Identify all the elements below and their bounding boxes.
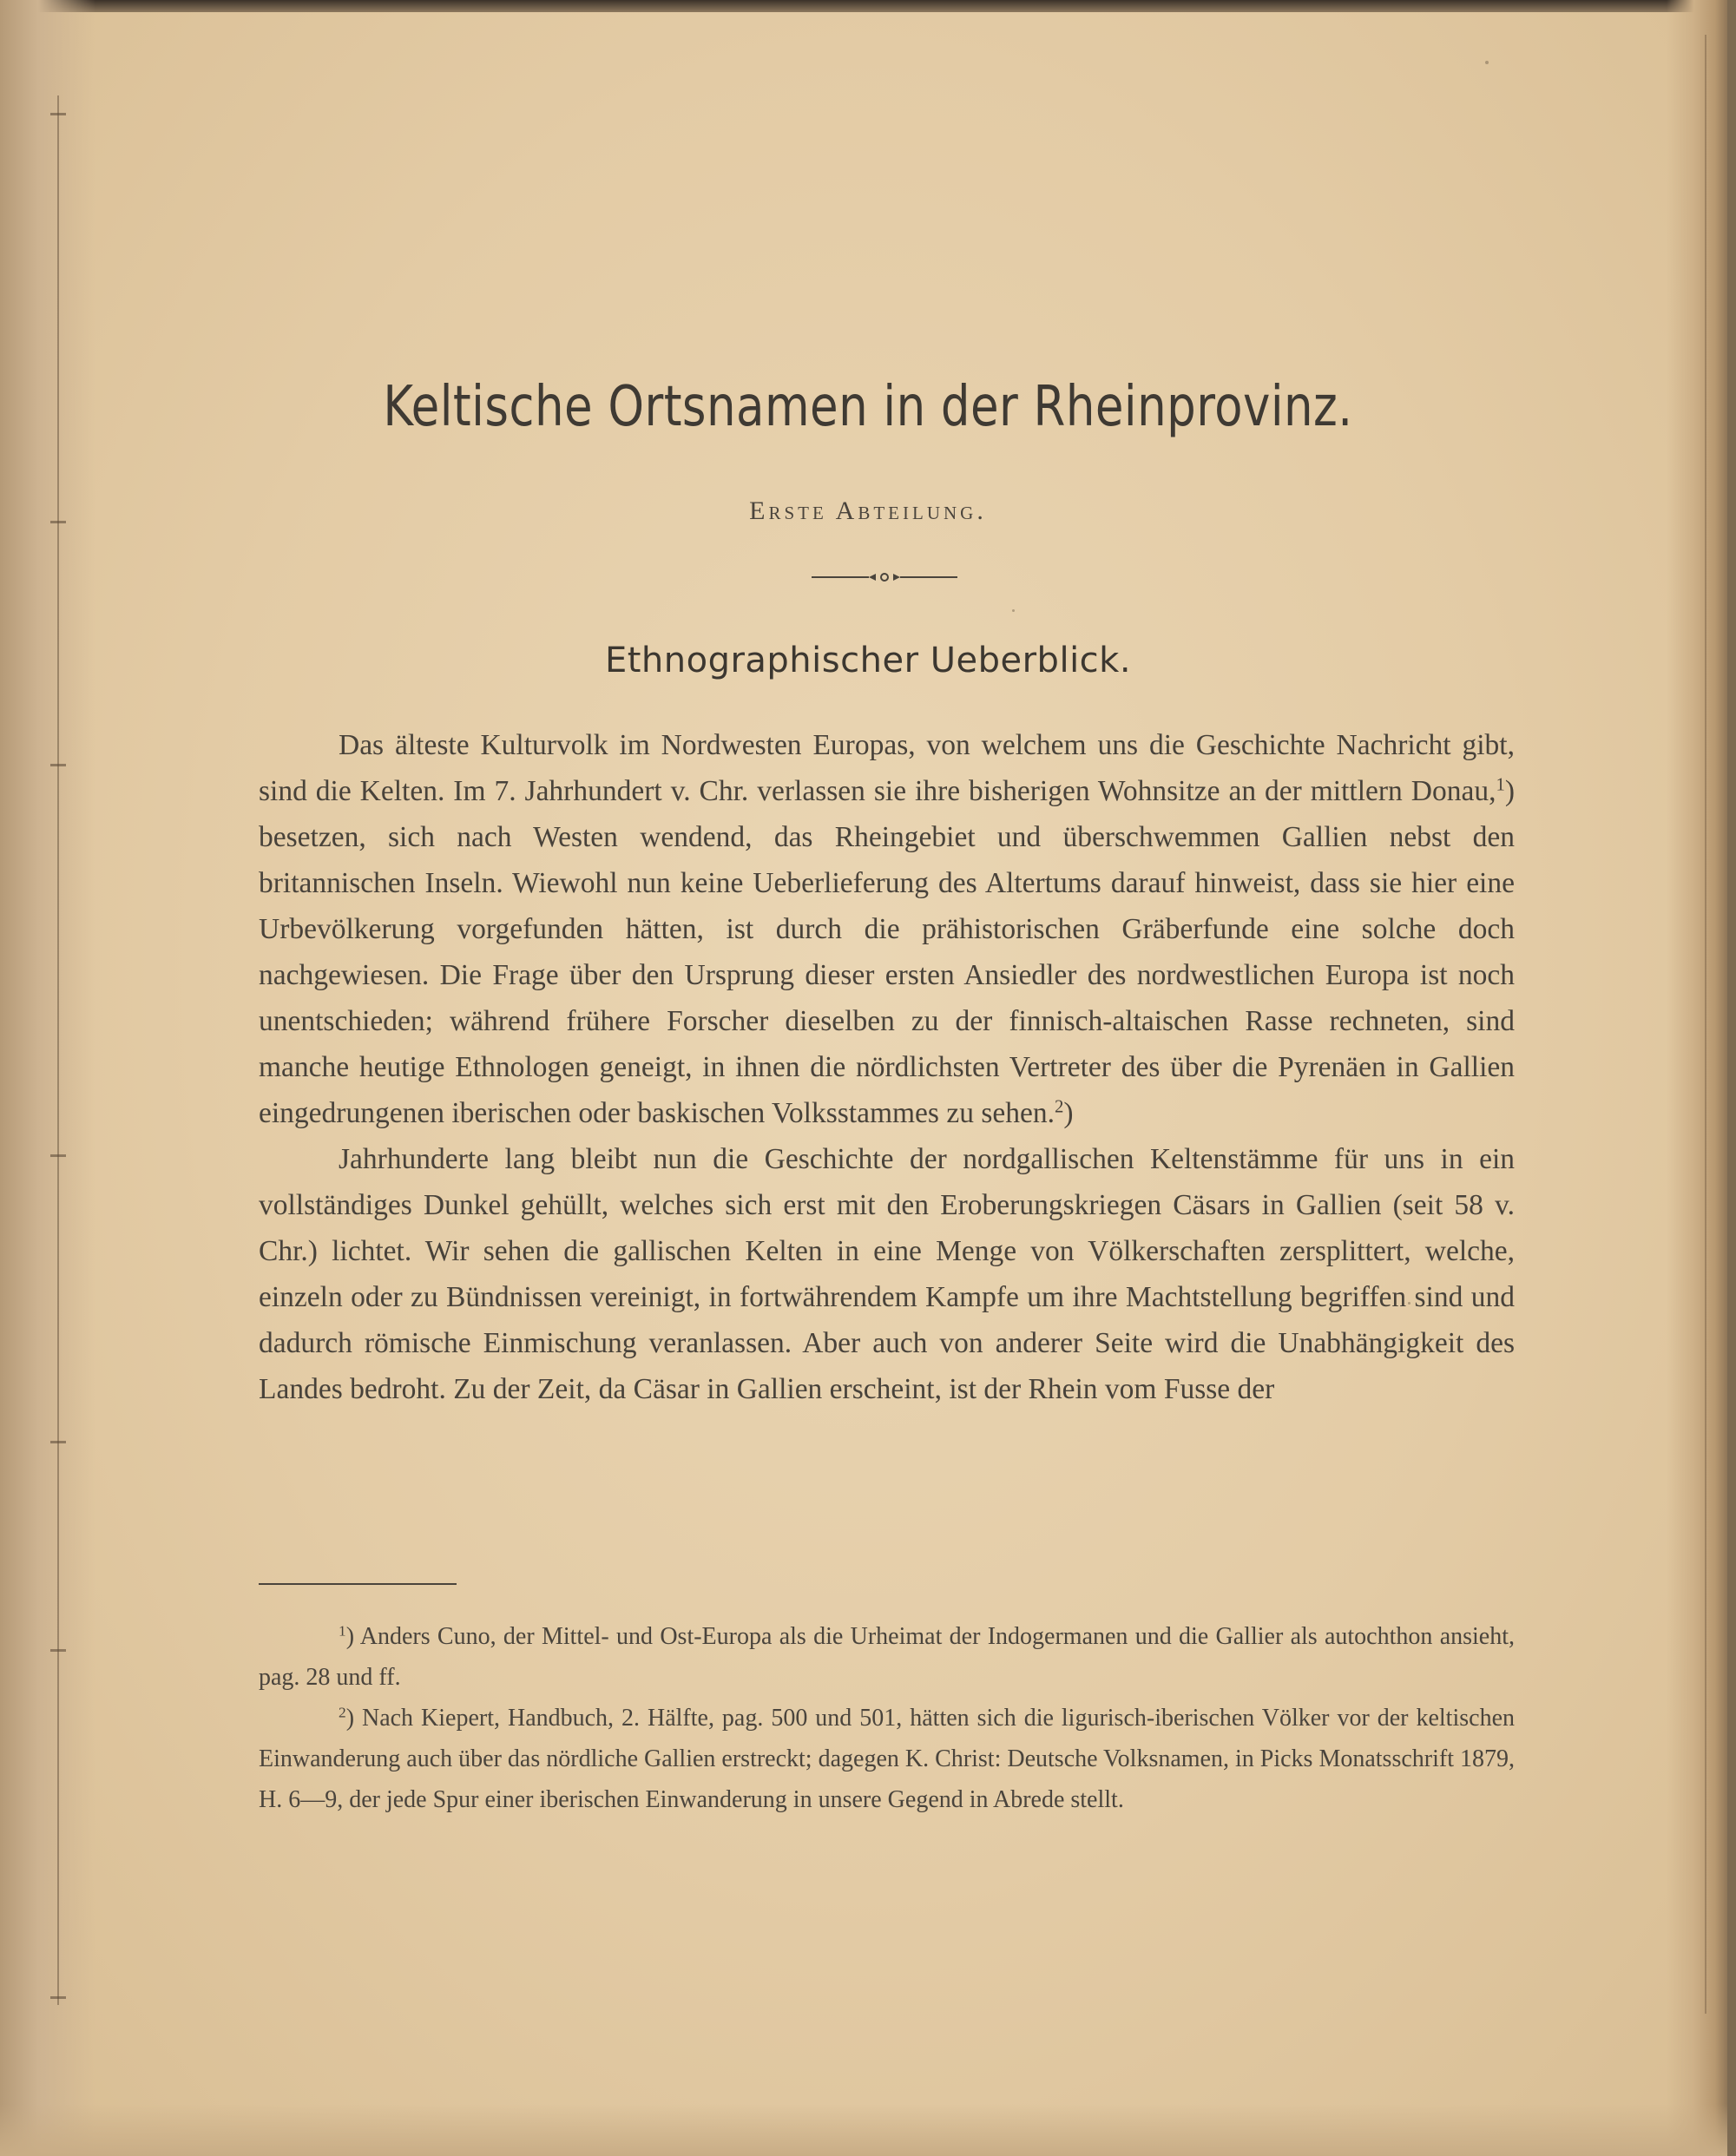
- footnote: [259, 1698, 1515, 1820]
- binding-stitch: [50, 764, 66, 766]
- body-text: [259, 722, 1515, 1412]
- footnote-text: ) Nach Kiepert, Handbuch, 2. Hälfte, pag. 500 und 501, hätten sich die ligurisch-iberischen Völker vor der keltischen Einwanderung auch über das nördliche Gallien erstreckt; dagegen K. Christ: Deutsche Volksnamen, in Picks Monatsschrift 1879, H. 6—9, der jede Spur einer iberischen Einwanderung in unsere Gegend in Abrede stellt.: [259, 1705, 1515, 1813]
- binding-stitch: [50, 1441, 66, 1443]
- section-heading: Ethnographischer Ueberblick.: [604, 641, 1132, 680]
- binding-gutter: [0, 0, 95, 2156]
- footnotes: [259, 1616, 1515, 1820]
- binding-stitch: [50, 1649, 66, 1652]
- page-subtitle: Erste Abteilung.: [749, 496, 987, 525]
- footnote: [259, 1616, 1515, 1698]
- paragraph-text: Das älteste Kulturvolk im Nordwesten Europas, von welchem uns die Geschichte Nachricht gibt, sind die Kelten. Im 7. Jahrhundert v. Chr. verlassen sie ihre bisherigen Wohnsitze an der mittlern Donau,: [259, 729, 1515, 807]
- binding-stitch: [50, 113, 66, 115]
- binding-stitch: [50, 1154, 66, 1157]
- page-right-edge: [1667, 0, 1727, 2156]
- page-top-edge: [0, 0, 1727, 12]
- page-title: Keltische Ortsnamen in der Rheinprovinz.: [383, 375, 1353, 439]
- footnote-text: ) Anders Cuno, der Mittel- und Ost-Europa als die Urheimat der Indogermanen und die Gallier als autochthon ansieht, pag. 28 und ff.: [259, 1623, 1515, 1691]
- paragraph: [259, 722, 1515, 1136]
- paragraph-text: ) besetzen, sich nach Westen wendend, das Rheingebiet und überschwemmen Gallien nebst den britannischen Inseln. Wiewohl nun keine Ueberlieferung des Altertums darauf hinweist, dass sie hier eine Urbevölkerung vorgefunden hätten, ist durch die prähistorischen Gräberfunde eine solche doch nachgewiesen. Die Frage über den Ursprung dieser ersten Ansiedler des nordwestlichen Europa ist noch unentschieden; während frühere Forscher dieselben zu der finnisch-altaischen Rasse rechneten, sind manche heutige Ethnologen geneigt, in ihnen die nördlichsten Vertreter des über die Pyrenäen in Gallien eingedrungenen iberischen oder baskischen Volksstammes zu sehen.: [259, 775, 1515, 1129]
- page-bottom-edge: [0, 2104, 1727, 2156]
- paper-speck: [1485, 61, 1489, 64]
- paper-speck: [1012, 609, 1015, 612]
- footnote-mark: 1: [339, 1622, 346, 1640]
- gutter-line: [57, 95, 59, 2005]
- paragraph: Jahrhunderte lang bleibt nun die Geschichte der nordgallischen Keltenstämme für uns in ein vollständiges Dunkel gehüllt, welches sich erst mit den Eroberungskriegen Cäsars in Gallien (seit 58 v. Chr.) lichtet. Wir sehen die gallischen Kelten in eine Menge von Völkerschaften zersplittert, welche, einzeln oder zu Bündnissen vereinigt, in fortwährendem Kampfe um ihre Machtstellung begriffen sind und dadurch römische Einmischung veranlassen. Aber auch von anderer Seite wird die Unabhängigkeit des Landes bedroht. Zu der Zeit, da Cäsar in Gallien erscheint, ist der Rhein vom Fusse der: [259, 1143, 1515, 1405]
- page-fold-line: [1705, 35, 1706, 2014]
- footnote-rule: [259, 1583, 457, 1585]
- footnote-ref: 1: [1496, 774, 1505, 795]
- paragraph-text: ): [1063, 1097, 1074, 1129]
- footnote-mark: 2: [339, 1704, 346, 1721]
- ornament-divider-icon: [812, 571, 957, 583]
- footnote-ref: 2: [1054, 1096, 1064, 1117]
- binding-stitch: [50, 1996, 66, 1999]
